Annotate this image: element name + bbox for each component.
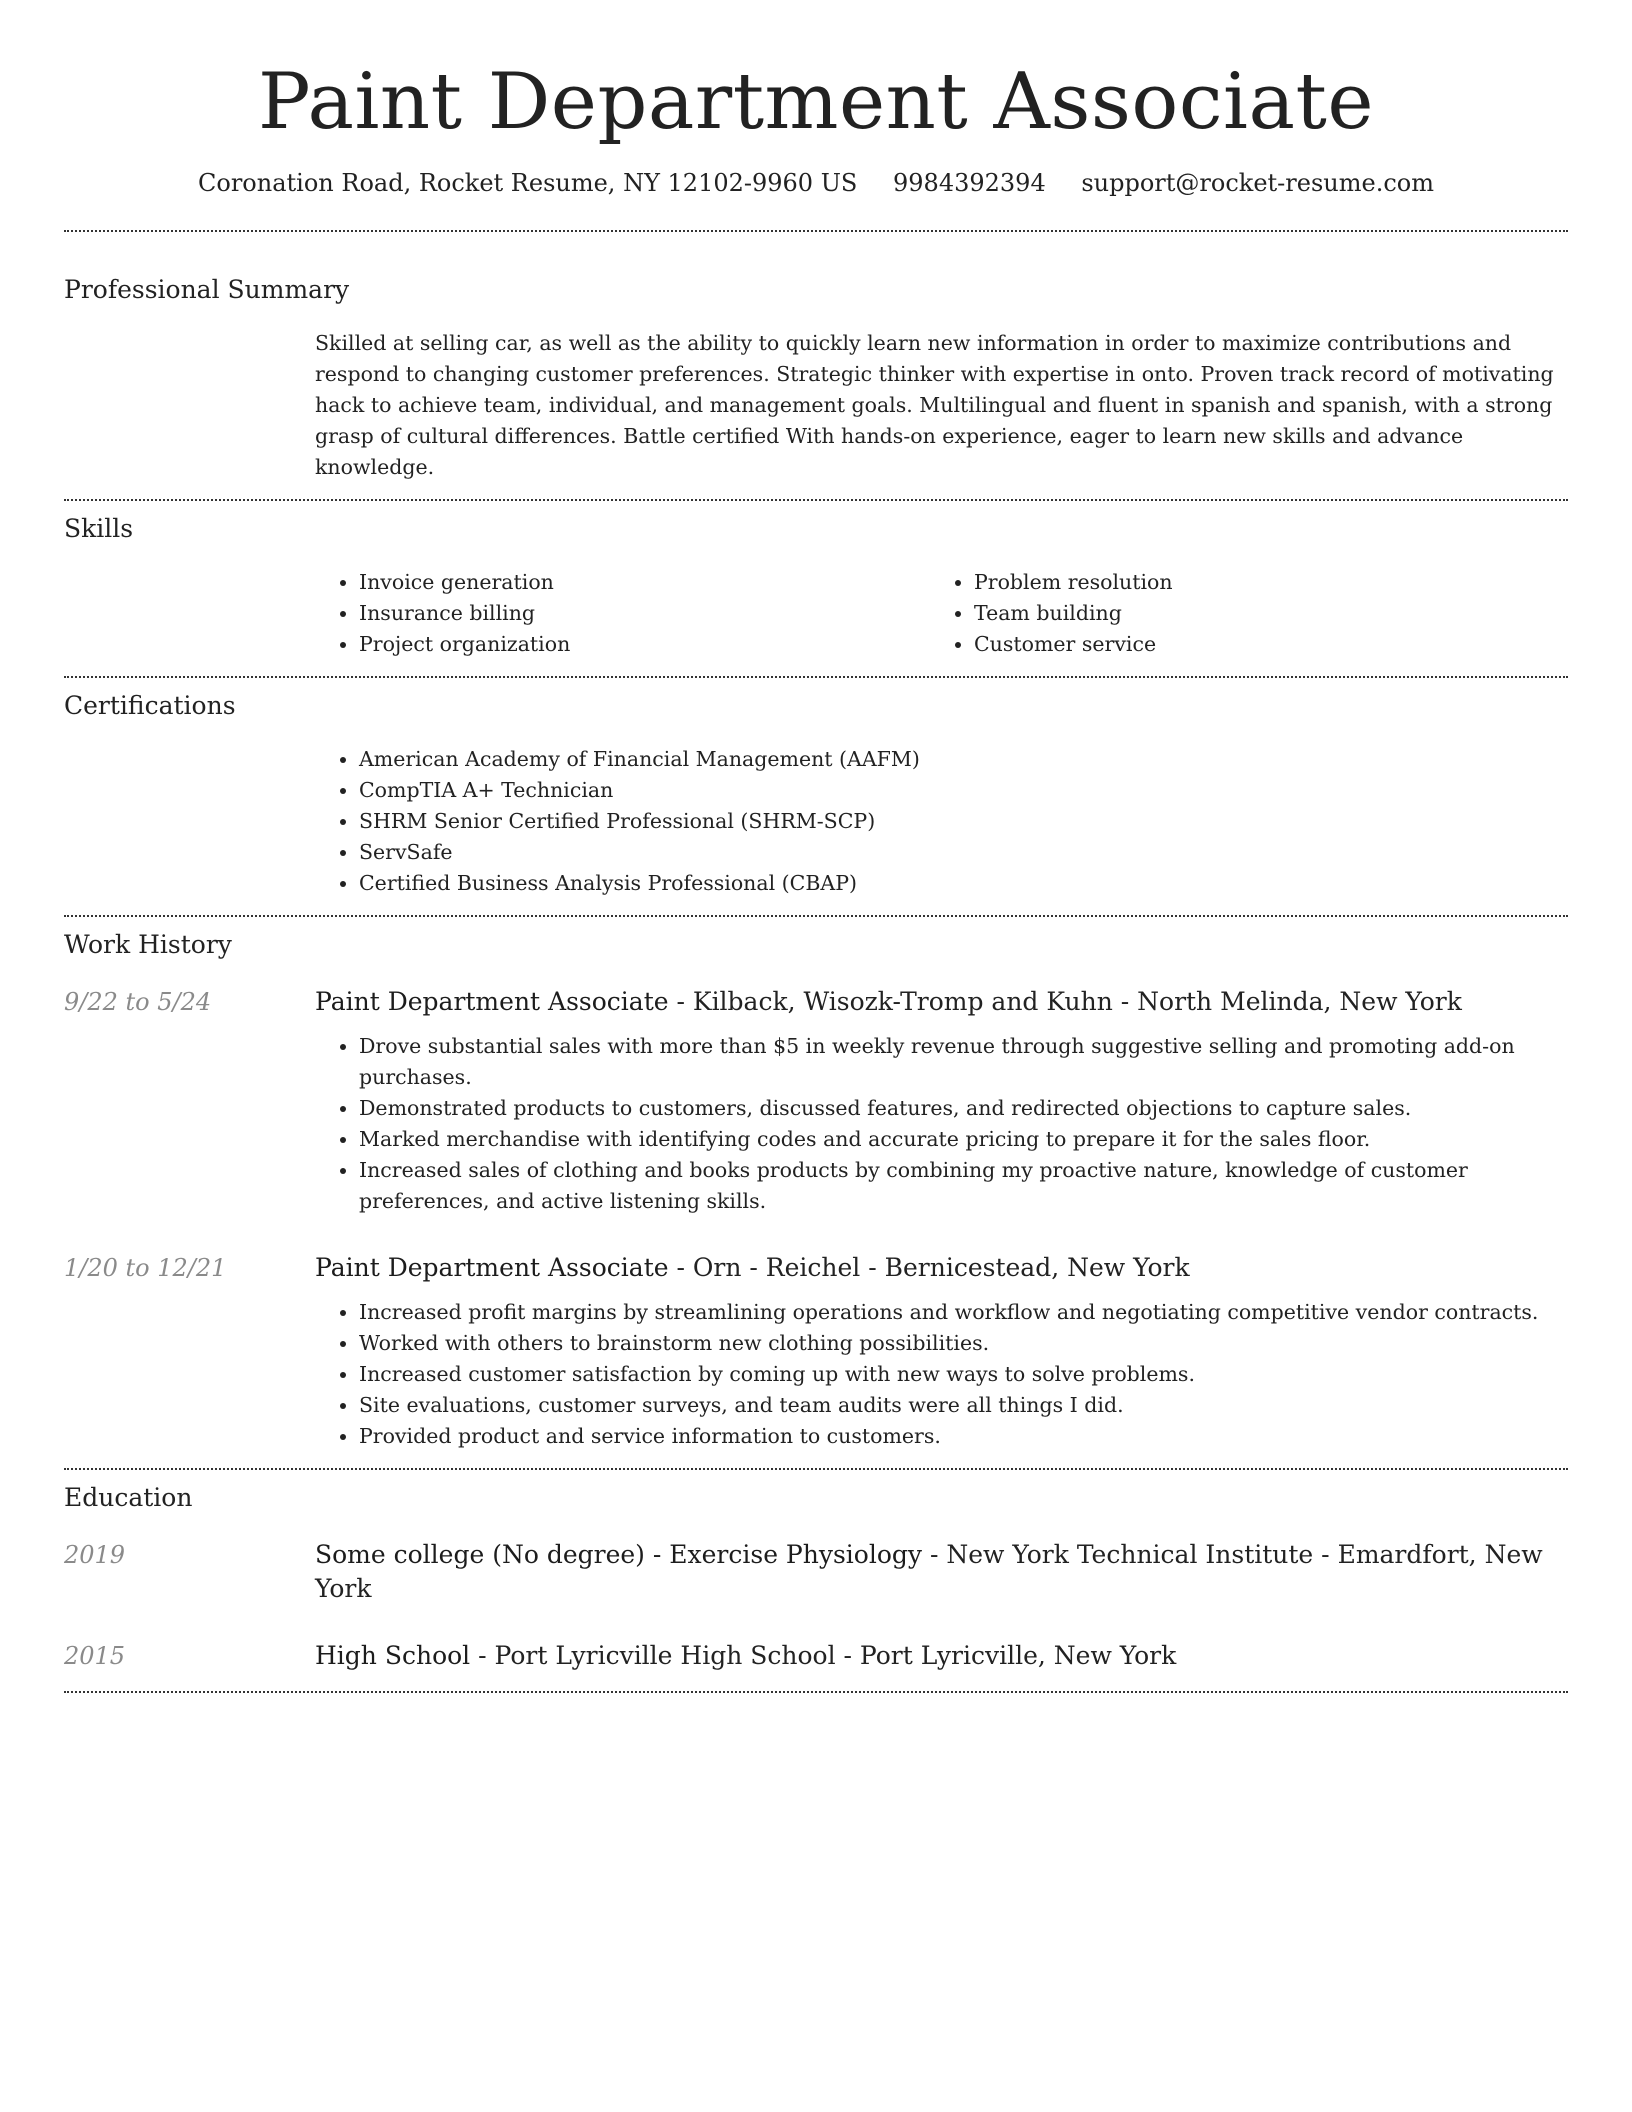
job-dates: 1/20 to 12/21	[64, 1254, 227, 1282]
section-divider	[64, 1691, 1568, 1693]
section-divider	[64, 676, 1568, 678]
certification-item: • ServSafe	[359, 837, 1568, 868]
work-history-section	[64, 929, 1568, 1452]
education-heading: Education	[64, 1483, 193, 1512]
section-divider	[64, 499, 1568, 501]
education-degree: Some college (No degree) - Exercise Physiology	[315, 1540, 923, 1569]
job-bullet: • Increased sales of clothing and books products by combining my proactive nature, knowledge of customer preferences, and active listening skills.	[359, 1155, 1568, 1217]
job-role: Paint Department Associate	[315, 987, 669, 1016]
certifications-section	[64, 690, 1568, 899]
contact-email: support@rocket-resume.com	[1081, 169, 1434, 197]
skills-column-2	[930, 567, 1545, 660]
resume-page	[64, 0, 1568, 1693]
education-year: 2015	[64, 1642, 126, 1670]
summary-heading: Professional Summary	[64, 275, 350, 304]
job-title	[315, 985, 1462, 1019]
certification-item: • CompTIA A+ Technician	[359, 775, 1568, 806]
job-bullet: • Provided product and service information to customers.	[359, 1421, 1568, 1452]
job-header	[64, 985, 1568, 1019]
education-title	[315, 1538, 1568, 1606]
job-title	[315, 1251, 1190, 1285]
skills-section	[64, 513, 1568, 660]
job-bullets	[315, 1031, 1568, 1217]
job-bullet: • Increased profit margins by streamlining operations and workflow and negotiating competitive vendor contracts.	[359, 1297, 1568, 1328]
skills-columns	[315, 567, 1568, 660]
certifications-heading: Certifications	[64, 691, 236, 720]
skills-heading: Skills	[64, 514, 134, 543]
job-bullet: • Worked with others to brainstorm new clothing possibilities.	[359, 1328, 1568, 1359]
job-bullet: • Drove substantial sales with more than $5 in weekly revenue through suggestive selling and promoting add-on purchases.	[359, 1031, 1568, 1093]
job-entry	[64, 1251, 1568, 1452]
summary-text: Skilled at selling car, as well as the ability to quickly learn new information in order to maximize contributions and respond to changing customer preferences. Strategic thinker with expertise in onto. Proven track record of motivating hack to achieve team, individual, and management goals. Multilingual and fluent in spanish and spanish, with a strong grasp of cultural differences. Battle certified With hands-on experience, eager to learn new skills and advance knowledge.	[315, 331, 1554, 479]
section-divider	[64, 915, 1568, 917]
work-history-heading: Work History	[64, 930, 232, 959]
job-role: Paint Department Associate	[315, 1253, 669, 1282]
job-employer-location: - Orn - Reichel - Bernicestead, New York	[668, 1253, 1190, 1282]
education-year: 2019	[64, 1541, 126, 1569]
resume-header	[64, 0, 1568, 200]
skill-item: • Customer service	[974, 629, 1545, 660]
education-school-location: - Port Lyricville High School - Port Lyricville, New York	[470, 1641, 1177, 1670]
education-school-location: - New York Technical Institute - Emardfort, New York	[315, 1540, 1543, 1603]
skill-item: • Team building	[974, 598, 1545, 629]
job-bullets-wrap	[315, 1297, 1568, 1452]
job-employer-location: - Kilback, Wisozk-Tromp and Kuhn - North Melinda, New York	[668, 987, 1462, 1016]
contact-line	[64, 166, 1568, 200]
section-divider	[64, 1468, 1568, 1470]
skill-item: • Invoice generation	[359, 567, 930, 598]
job-bullet: • Site evaluations, customer surveys, and team audits were all things I did.	[359, 1390, 1568, 1421]
certifications-list	[315, 744, 1568, 899]
education-degree: High School	[315, 1641, 471, 1670]
contact-address: Coronation Road, Rocket Resume, NY 12102-9960 US	[198, 169, 858, 197]
summary-section	[64, 274, 1568, 483]
job-header	[64, 1251, 1568, 1285]
job-bullet: • Demonstrated products to customers, discussed features, and redirected objections to capture sales.	[359, 1093, 1568, 1124]
skill-item: • Problem resolution	[974, 567, 1545, 598]
education-section	[64, 1482, 1568, 1673]
education-title	[315, 1639, 1176, 1673]
job-bullet: • Increased customer satisfaction by coming up with new ways to solve problems.	[359, 1359, 1568, 1390]
job-bullet: • Marked merchandise with identifying codes and accurate pricing to prepare it for the sales floor.	[359, 1124, 1568, 1155]
certifications-list-wrap	[315, 744, 1568, 899]
education-entry	[64, 1538, 1568, 1606]
job-dates: 9/22 to 5/24	[64, 988, 212, 1016]
skill-item: • Insurance billing	[359, 598, 930, 629]
skill-item: • Project organization	[359, 629, 930, 660]
candidate-name: Paint Department Associate	[257, 57, 1375, 147]
certification-item: • Certified Business Analysis Professional (CBAP)	[359, 868, 1568, 899]
skills-column-1	[315, 567, 930, 660]
certification-item: • SHRM Senior Certified Professional (SHRM-SCP)	[359, 806, 1568, 837]
job-bullets-wrap	[315, 1031, 1568, 1217]
section-divider	[64, 230, 1568, 232]
contact-phone: 9984392394	[893, 169, 1046, 197]
job-bullets	[315, 1297, 1568, 1452]
job-entry	[64, 985, 1568, 1217]
certification-item: • American Academy of Financial Management (AAFM)	[359, 744, 1568, 775]
education-entry	[64, 1639, 1568, 1673]
